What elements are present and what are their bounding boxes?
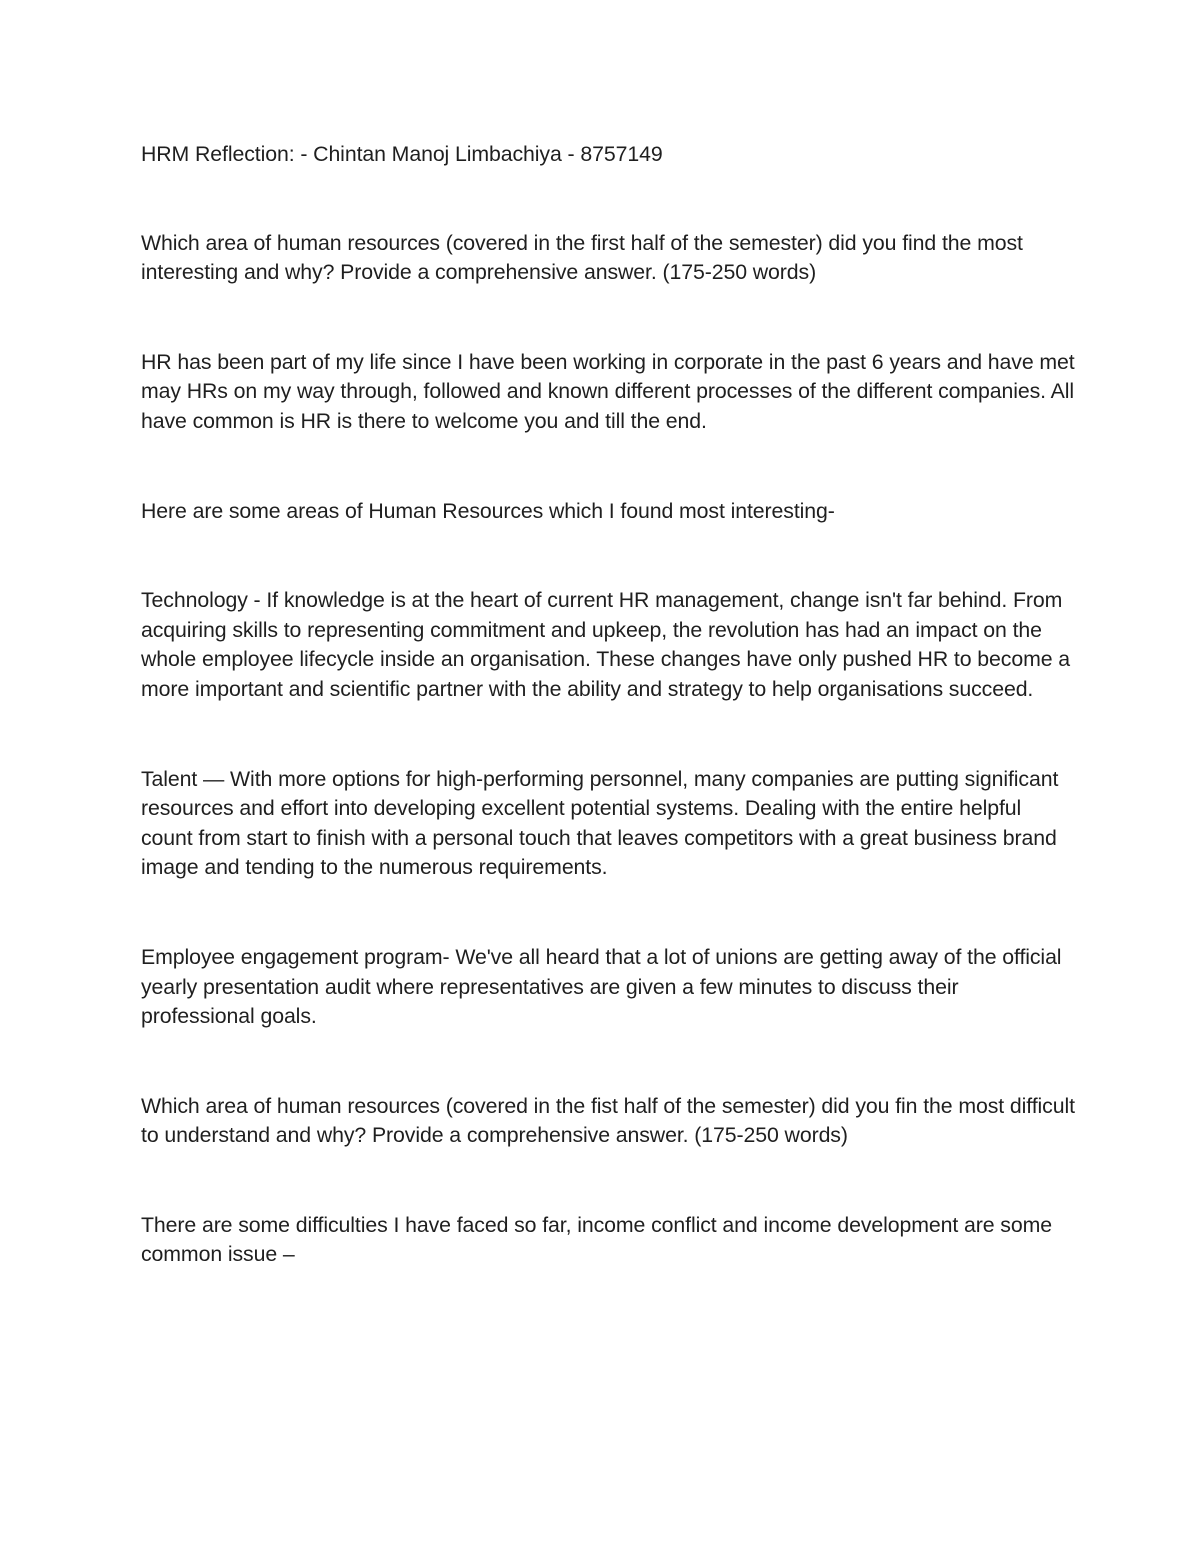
question-1: Which area of human resources (covered in the first half of the semester) did you find the most interesting and why? Provide a comprehensive answer. (175-250 words) [141,230,1023,285]
difficulties-paragraph: There are some difficulties I have faced so far, income conflict and income development are some common issue – [141,1212,1052,1267]
employee-engagement-paragraph: Employee engagement program- We've all heard that a lot of unions are getting away of the official yearly presentation audit where representatives are given a few minutes to discuss their professional goals. [141,944,1062,1029]
answer-intro-paragraph: HR has been part of my life since I have been working in corporate in the past 6 years and have met may HRs on my way through, followed and known different processes of the different companies. All have common is HR is there to welcome you and till the end. [141,349,1075,433]
document-body [141,140,1076,1270]
areas-intro-paragraph: Here are some areas of Human Resources which I found most interesting- [141,498,835,523]
technology-paragraph: Technology - If knowledge is at the heart of current HR management, change isn't far behind. From acquiring skills to representing commitment and upkeep, the revolution has had an impact on the whole employee lifecycle inside an organisation. These changes have only pushed HR to become a more important and scientific partner with the ability and strategy to help organisations succeed. [141,588,1071,701]
talent-paragraph: Talent — With more options for high-performing personnel, many companies are putting significant resources and effort into developing excellent potential systems. Dealing with the entire helpful count from start to finish with a personal touch that leaves competitors with a great business brand image and tending to the numerous requirements. [141,766,1059,880]
document-title: HRM Reflection: - Chintan Manoj Limbachiya - 8757149 [141,142,663,166]
question-2: Which area of human resources (covered in the fist half of the semester) did you fin the most difficult to understand and why? Provide a comprehensive answer. (175-250 words) [141,1093,1075,1148]
